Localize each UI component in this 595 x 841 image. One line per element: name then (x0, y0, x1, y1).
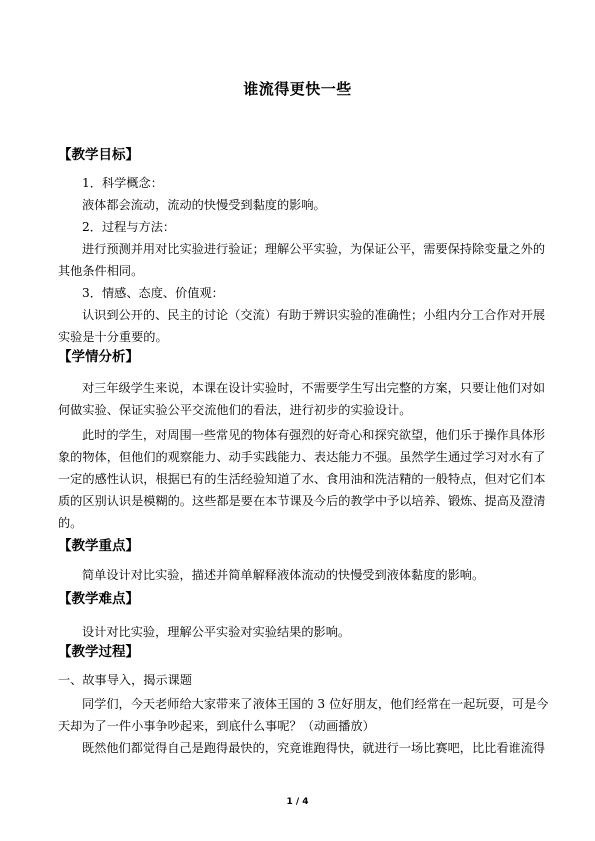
objective-line-5: 其他条件相同。 (58, 264, 144, 278)
objective-line-2: 液体都会流动，流动的快慢受到黏度的影响。 (82, 198, 326, 212)
heading-process: 【教学过程】 (58, 644, 139, 660)
analysis-line-3: 此时的学生，对周围一些常见的物体有强烈的好奇心和探究欲望，他们乐于操作具体形 (82, 428, 546, 442)
objective-line-3: 2．过程与方法： (82, 220, 176, 234)
analysis-line-5: 一定的感性认识，根据已有的生活经验知道了水、食用油和洗洁精的一般特点，但对它们本 (58, 472, 546, 486)
page-number: 1 / 4 (286, 797, 309, 807)
heading-objectives: 【教学目标】 (58, 147, 139, 163)
document-title: 谁流得更快一些 (243, 80, 352, 98)
process-line-2: 同学们，今天老师给大家带来了液体王国的 3 位好朋友，他们经常在一起玩耍，可是今 (82, 697, 549, 711)
objective-line-8: 实验是十分重要的。 (58, 330, 168, 344)
analysis-line-6: 质的区别认识是模糊的。这些都是要在本节课及今后的教学中予以培养、锻炼、提高及澄清 (58, 494, 546, 508)
objective-line-4: 进行预测并用对比实验进行验证；理解公平实验，为保证公平，需要保持除变量之外的 (82, 242, 546, 256)
key-point-line-1: 简单设计对比实验，描述并简单解释液体流动的快慢受到液体黏度的影响。 (82, 568, 485, 582)
difficulty-line-1: 设计对比实验，理解公平实验对实验结果的影响。 (82, 625, 351, 639)
analysis-line-7: 的。 (58, 516, 83, 530)
process-line-3: 天却为了一件小事争吵起来，到底什么事呢？（动画播放） (58, 719, 375, 733)
heading-key-points: 【教学重点】 (58, 538, 139, 554)
analysis-line-4: 象的物体，但他们的观察能力、动手实践能力、表达能力不强。虽然学生通过学习对水有了 (58, 450, 546, 464)
heading-difficulties: 【教学难点】 (58, 591, 139, 607)
analysis-line-2: 何做实验、保证实验公平交流他们的看法，进行初步的实验设计。 (58, 403, 412, 417)
heading-analysis: 【学情分析】 (58, 349, 139, 365)
process-line-4: 既然他们都觉得自己是跑得最快的，究竟谁跑得快，就进行一场比赛吧，比比看谁流得 (82, 741, 546, 755)
objective-line-1: 1．科学概念： (82, 176, 163, 190)
objective-line-6: 3．情感、态度、价值观： (82, 286, 224, 300)
analysis-line-1: 对三年级学生来说，本课在设计实验时，不需要学生写出完整的方案，只要让他们对如 (82, 381, 546, 395)
objective-line-7: 认识到公开的、民主的讨论（交流）有助于辨识实验的准确性；小组内分工合作对开展 (82, 308, 546, 322)
process-line-1: 一、故事导入，揭示课题 (58, 673, 193, 687)
